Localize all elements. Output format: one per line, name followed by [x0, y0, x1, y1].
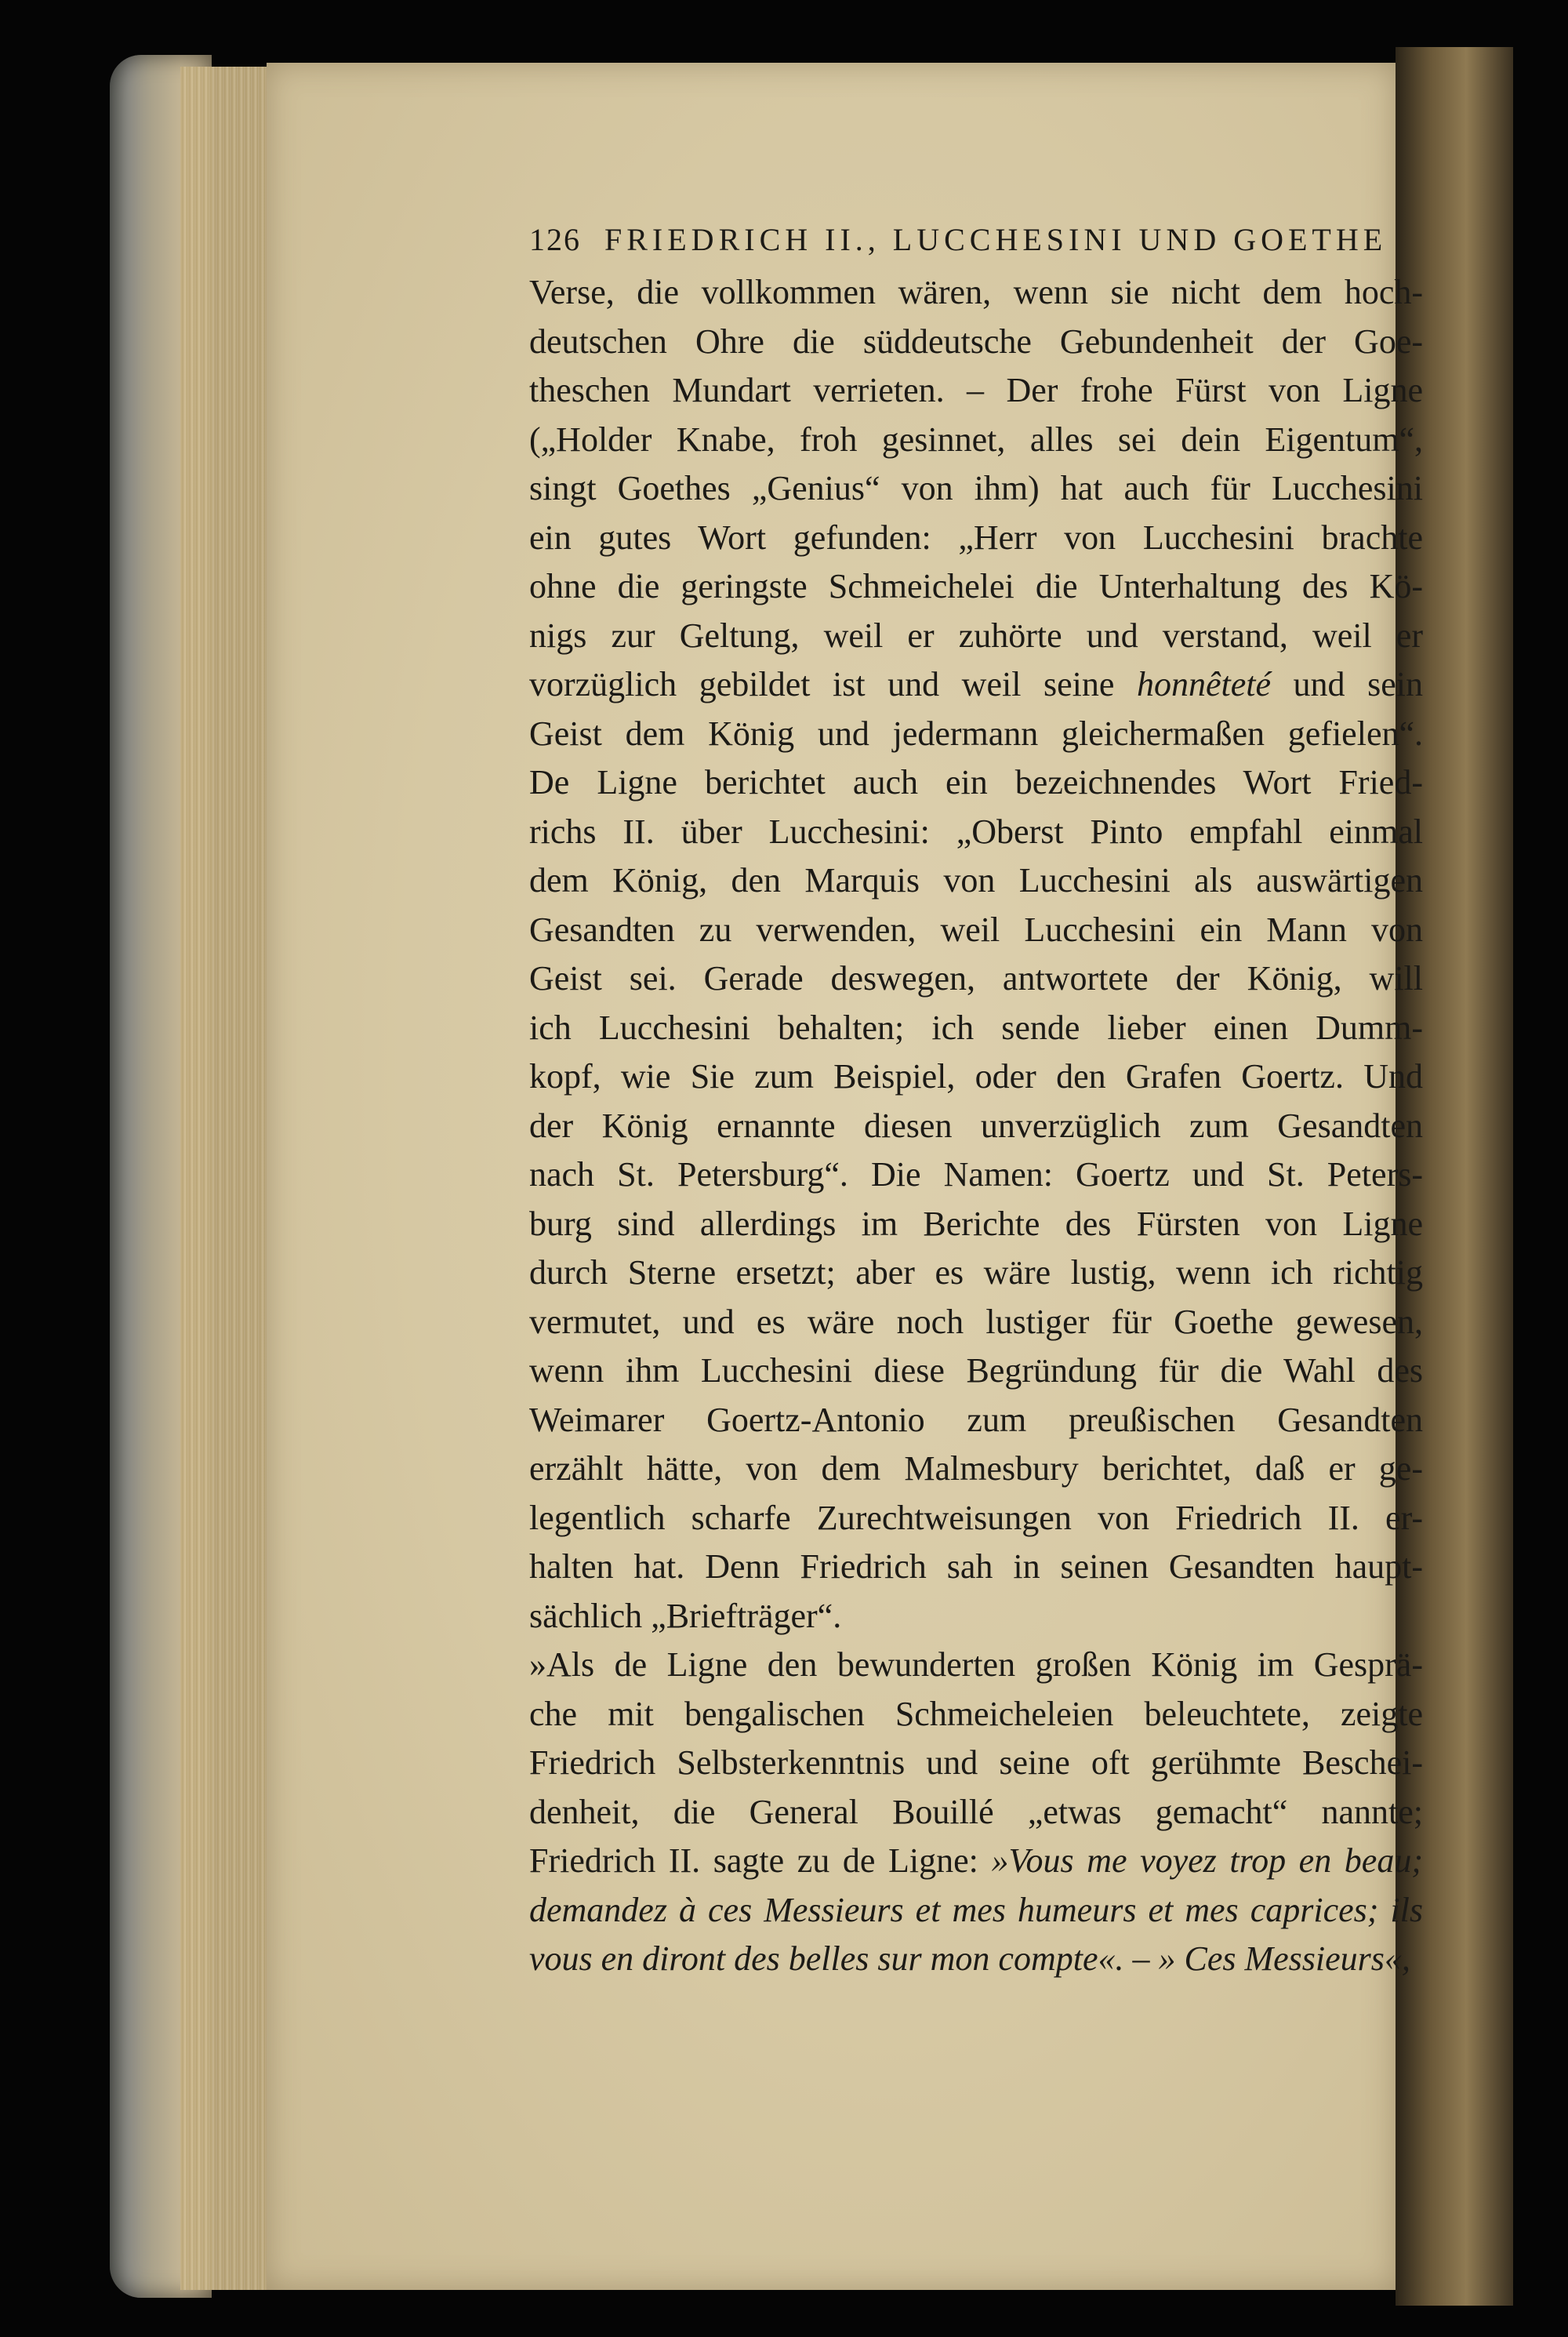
- text-line: [529, 660, 1423, 710]
- text-run: Geist dem König und jedermann gleichermaßen gefielen“.: [529, 714, 1423, 753]
- body-text: [529, 268, 1423, 1984]
- running-head: [529, 212, 1423, 268]
- text-line: [529, 514, 1423, 563]
- text-line: [529, 1543, 1423, 1592]
- text-line: [529, 1200, 1423, 1249]
- text-line: [529, 856, 1423, 906]
- text-line: [529, 1592, 1423, 1641]
- text-run: legentlich scharfe Zurechtweisungen von Friedrich II. er-: [529, 1498, 1423, 1537]
- text-run: sächlich „Briefträger“.: [529, 1596, 842, 1635]
- text-line: [529, 1690, 1423, 1739]
- italic-text: vous en diront des belles sur mon compte«. – » Ces Messieurs«,: [529, 1939, 1410, 1978]
- text-line: [529, 1052, 1423, 1102]
- text-line: [529, 1347, 1423, 1396]
- text-run: und sein: [1271, 665, 1423, 703]
- italic-text: demandez à ces Messieurs et mes humeurs et mes caprices; ils: [529, 1890, 1423, 1929]
- text-line: [529, 1298, 1423, 1347]
- text-run: De Ligne berichtet auch ein bezeichnendes Wort Fried-: [529, 763, 1423, 801]
- text-run: vorzüglich gebildet ist und weil seine: [529, 665, 1137, 703]
- text-run: Weimarer Goertz-Antonio zum preußischen Gesandten: [529, 1400, 1423, 1439]
- text-run: („Holder Knabe, froh gesinnet, alles sei dein Eigentum“,: [529, 420, 1423, 459]
- text-line: [529, 1886, 1423, 1935]
- text-run: Gesandten zu verwenden, weil Lucchesini ein Mann von: [529, 910, 1423, 949]
- text-line: [529, 1004, 1423, 1053]
- text-run: der König ernannte diesen unverzüglich zum Gesandten: [529, 1106, 1423, 1145]
- text-run: nigs zur Geltung, weil er zuhörte und verstand, weil er: [529, 616, 1423, 655]
- text-run: ein gutes Wort gefunden: „Herr von Lucchesini brachte: [529, 518, 1423, 557]
- text-line: [529, 906, 1423, 955]
- text-line: [529, 366, 1423, 416]
- italic-text: »Vous me voyez trop en beau;: [991, 1841, 1423, 1880]
- text-run: ich Lucchesini behalten; ich sende lieber einen Dumm-: [529, 1008, 1423, 1047]
- text-line: [529, 1150, 1423, 1200]
- text-line: [529, 1837, 1423, 1886]
- text-run: Geist sei. Gerade deswegen, antwortete der König, will: [529, 959, 1423, 998]
- text-line: [529, 612, 1423, 661]
- text-run: burg sind allerdings im Berichte des Fürsten von Ligne: [529, 1204, 1423, 1243]
- text-run: singt Goethes „Genius“ von ihm) hat auch für Lucchesini: [529, 469, 1423, 507]
- text-line: [529, 758, 1423, 808]
- text-run: durch Sterne ersetzt; aber es wäre lustig, wenn ich richtig: [529, 1253, 1423, 1292]
- text-run: richs II. über Lucchesini: „Oberst Pinto empfahl einmal: [529, 812, 1423, 851]
- text-run: nach St. Petersburg“. Die Namen: Goertz und St. Peters-: [529, 1155, 1423, 1194]
- text-run: denheit, die General Bouillé „etwas gemacht“ nannte;: [529, 1792, 1423, 1831]
- text-block: [529, 212, 1423, 1984]
- text-line: [529, 954, 1423, 1004]
- text-run: Verse, die vollkommen wären, wenn sie nicht dem hoch-: [529, 273, 1423, 311]
- text-line: [529, 416, 1423, 465]
- text-line: [529, 1641, 1423, 1690]
- text-run: vermutet, und es wäre noch lustiger für Goethe gewesen,: [529, 1302, 1423, 1341]
- text-run: deutschen Ohre die süddeutsche Gebundenheit der Goe-: [529, 322, 1423, 361]
- text-line: [529, 268, 1423, 318]
- text-run: Friedrich Selbsterkenntnis und seine oft gerühmte Beschei-: [529, 1743, 1423, 1782]
- text-line: [529, 318, 1423, 367]
- text-line: [529, 1445, 1423, 1494]
- text-line: [529, 562, 1423, 612]
- text-run: dem König, den Marquis von Lucchesini als auswärtigen: [529, 861, 1423, 900]
- text-line: [529, 710, 1423, 759]
- text-run: Friedrich II. sagte zu de Ligne:: [529, 1841, 992, 1880]
- text-run: kopf, wie Sie zum Beispiel, oder den Grafen Goertz. Und: [529, 1057, 1423, 1096]
- text-run: theschen Mundart verrieten. – Der frohe Fürst von Ligne: [529, 371, 1423, 409]
- text-line: [529, 464, 1423, 514]
- text-line: [529, 1739, 1423, 1788]
- italic-text: honnêteté: [1136, 665, 1271, 703]
- text-line: [529, 808, 1423, 857]
- text-run: che mit bengalischen Schmeicheleien beleuchtete, zeigte: [529, 1694, 1423, 1733]
- running-title: FRIEDRICH II., LUCCHESINI UND GOETHE: [604, 222, 1388, 257]
- text-line: [529, 1102, 1423, 1151]
- text-line: [529, 1788, 1423, 1837]
- page-number: 126: [529, 222, 581, 257]
- text-run: halten hat. Denn Friedrich sah in seinen Gesandten haupt-: [529, 1547, 1423, 1586]
- text-run: wenn ihm Lucchesini diese Begründung für die Wahl des: [529, 1351, 1423, 1390]
- text-run: ohne die geringste Schmeichelei die Unterhaltung des Kö-: [529, 567, 1423, 605]
- text-line: [529, 1494, 1423, 1543]
- text-run: »Als de Ligne den bewunderten großen König im Gesprä-: [529, 1645, 1423, 1684]
- text-line: [529, 1248, 1423, 1298]
- text-line: [529, 1935, 1423, 1984]
- text-run: erzählt hätte, von dem Malmesbury berichtet, daß er ge-: [529, 1449, 1423, 1488]
- text-line: [529, 1396, 1423, 1445]
